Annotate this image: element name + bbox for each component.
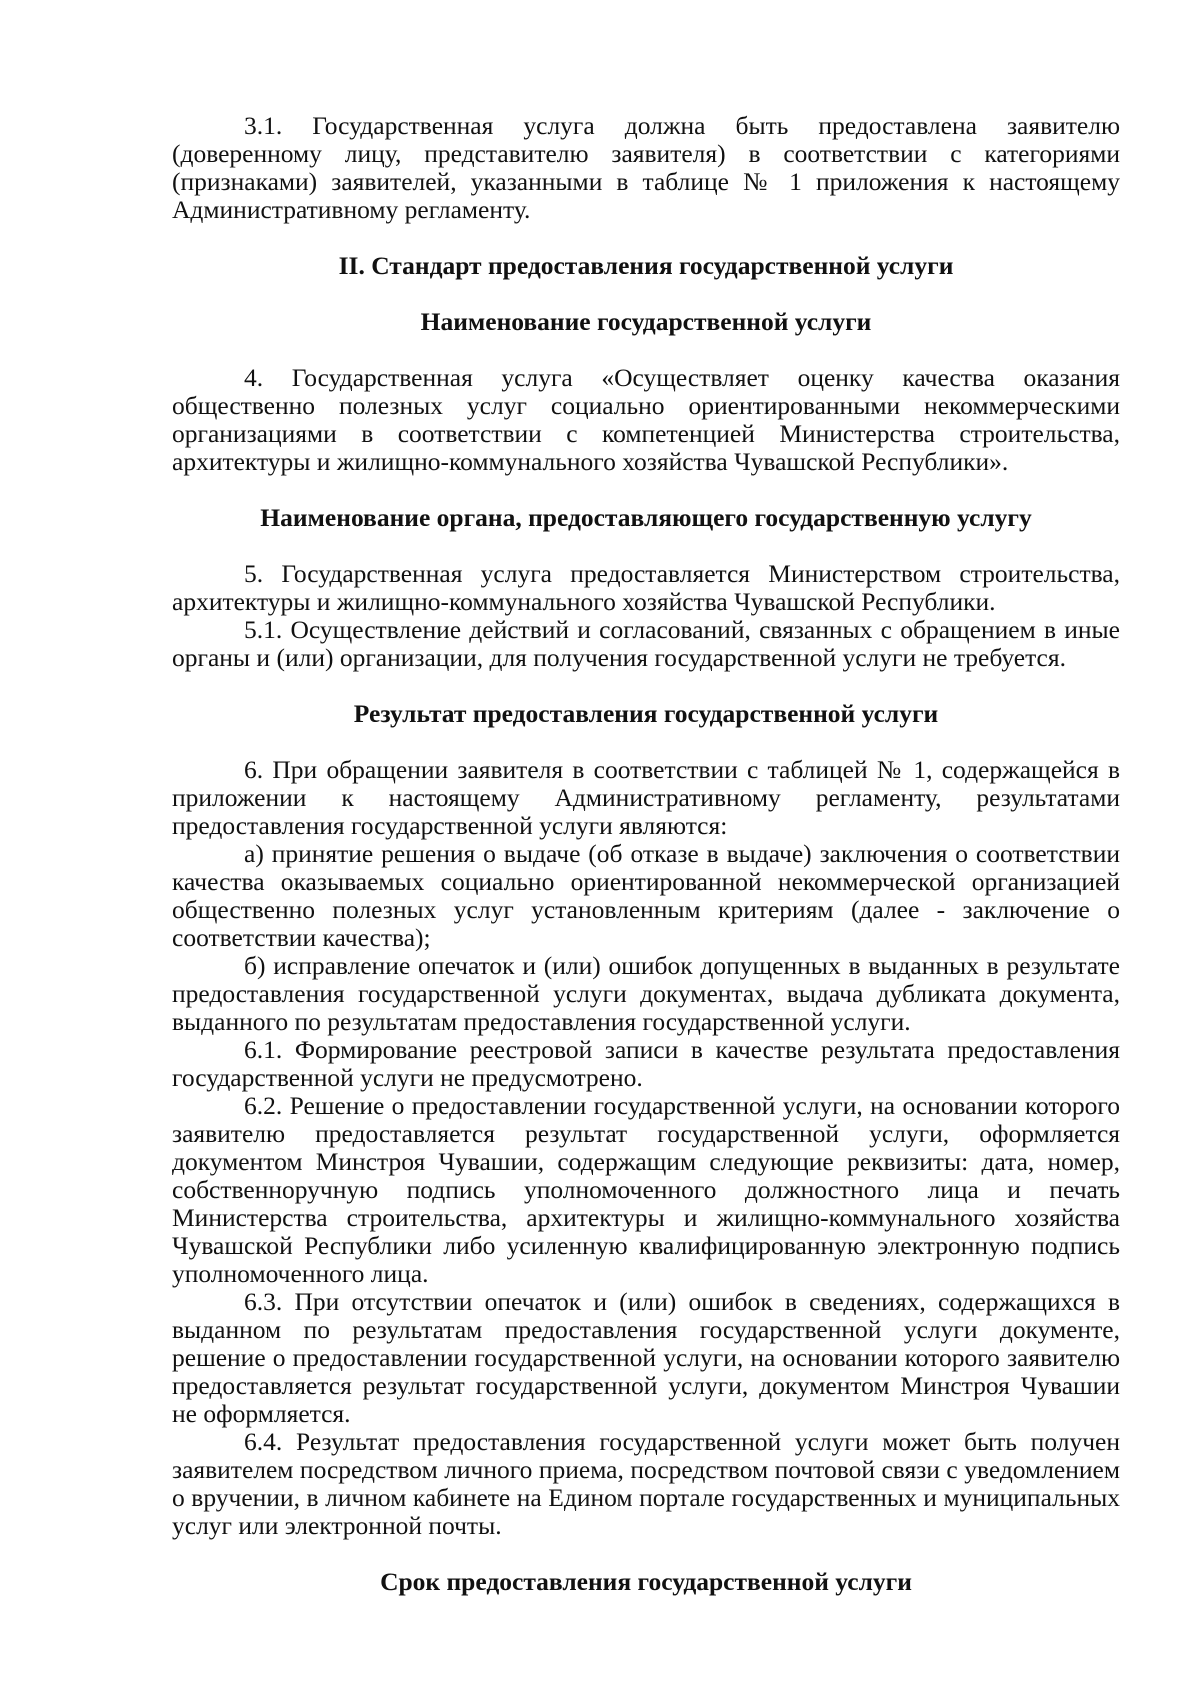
paragraph-5-1: 5.1. Осуществление действий и согласований, связанных с обращением в иные органы и (или) организации, для получения государственной услуги не требуется.	[172, 615, 1120, 672]
heading-service-name: Наименование государственной услуги	[420, 307, 872, 336]
paragraph-5: 5. Государственная услуга предоставляется Министерством строительства, архитектуры и жилищно-коммунального хозяйства Чувашской Республики.	[172, 559, 1120, 616]
document-page	[172, 112, 1120, 1596]
paragraph-4: 4. Государственная услуга «Осуществляет оценку качества оказания общественно полезных услуг социально ориентированными некоммерческими организациями в соответствии с компетенцией Министерства строительства, архитектуры и жилищно-коммунального хозяйства Чувашской Республики».	[172, 363, 1120, 476]
paragraph-6-b: б) исправление опечаток и (или) ошибок допущенных в выданных в результате предоставления государственной услуги документах, выдача дубликата документа, выданного по результатам предоставления государственной услуги.	[172, 951, 1120, 1036]
paragraph-6-a: а) принятие решения о выдаче (об отказе в выдаче) заключения о соответствии качества оказываемых социально ориентированной некоммерческой организацией общественно полезных услуг установленным критериям (далее - заключение о соответствии качества);	[172, 839, 1120, 952]
heading-authority-name: Наименование органа, предоставляющего государственную услугу	[260, 503, 1032, 532]
section-heading-standard: II. Стандарт предоставления государственной услуги	[338, 251, 954, 280]
heading-service-term: Срок предоставления государственной услуги	[380, 1567, 912, 1596]
heading-service-result: Результат предоставления государственной услуги	[353, 699, 939, 728]
paragraph-6: 6. При обращении заявителя в соответствии с таблицей № 1, содержащейся в приложении к настоящему Административному регламенту, результатами предоставления государственной услуги являются:	[172, 755, 1120, 840]
paragraph-6-2: 6.2. Решение о предоставлении государственной услуги, на основании которого заявителю предоставляется результат государственной услуги, оформляется документом Минстроя Чувашии, содержащим следующие реквизиты: дата, номер, собственноручную подпись уполномоченного должностного лица и печать Министерства строительства, архитектуры и жилищно-коммунального хозяйства Чувашской Республики либо усиленную квалифицированную электронную подпись уполномоченного лица.	[172, 1091, 1120, 1288]
paragraph-3-1: 3.1. Государственная услуга должна быть предоставлена заявителю (доверенному лицу, представителю заявителя) в соответствии с категориями (признаками) заявителей, указанными в таблице № 1 приложения к настоящему Административному регламенту.	[172, 111, 1120, 224]
paragraph-6-3: 6.3. При отсутствии опечаток и (или) ошибок в сведениях, содержащихся в выданном по результатам предоставления государственной услуги документе, решение о предоставлении государственной услуги, на основании которого заявителю предоставляется результат государственной услуги, документом Минстроя Чувашии не оформляется.	[172, 1287, 1120, 1428]
paragraph-6-4: 6.4. Результат предоставления государственной услуги может быть получен заявителем посредством личного приема, посредством почтовой связи с уведомлением о вручении, в личном кабинете на Едином портале государственных и муниципальных услуг или электронной почты.	[172, 1427, 1120, 1540]
paragraph-6-1: 6.1. Формирование реестровой записи в качестве результата предоставления государственной услуги не предусмотрено.	[172, 1035, 1120, 1092]
